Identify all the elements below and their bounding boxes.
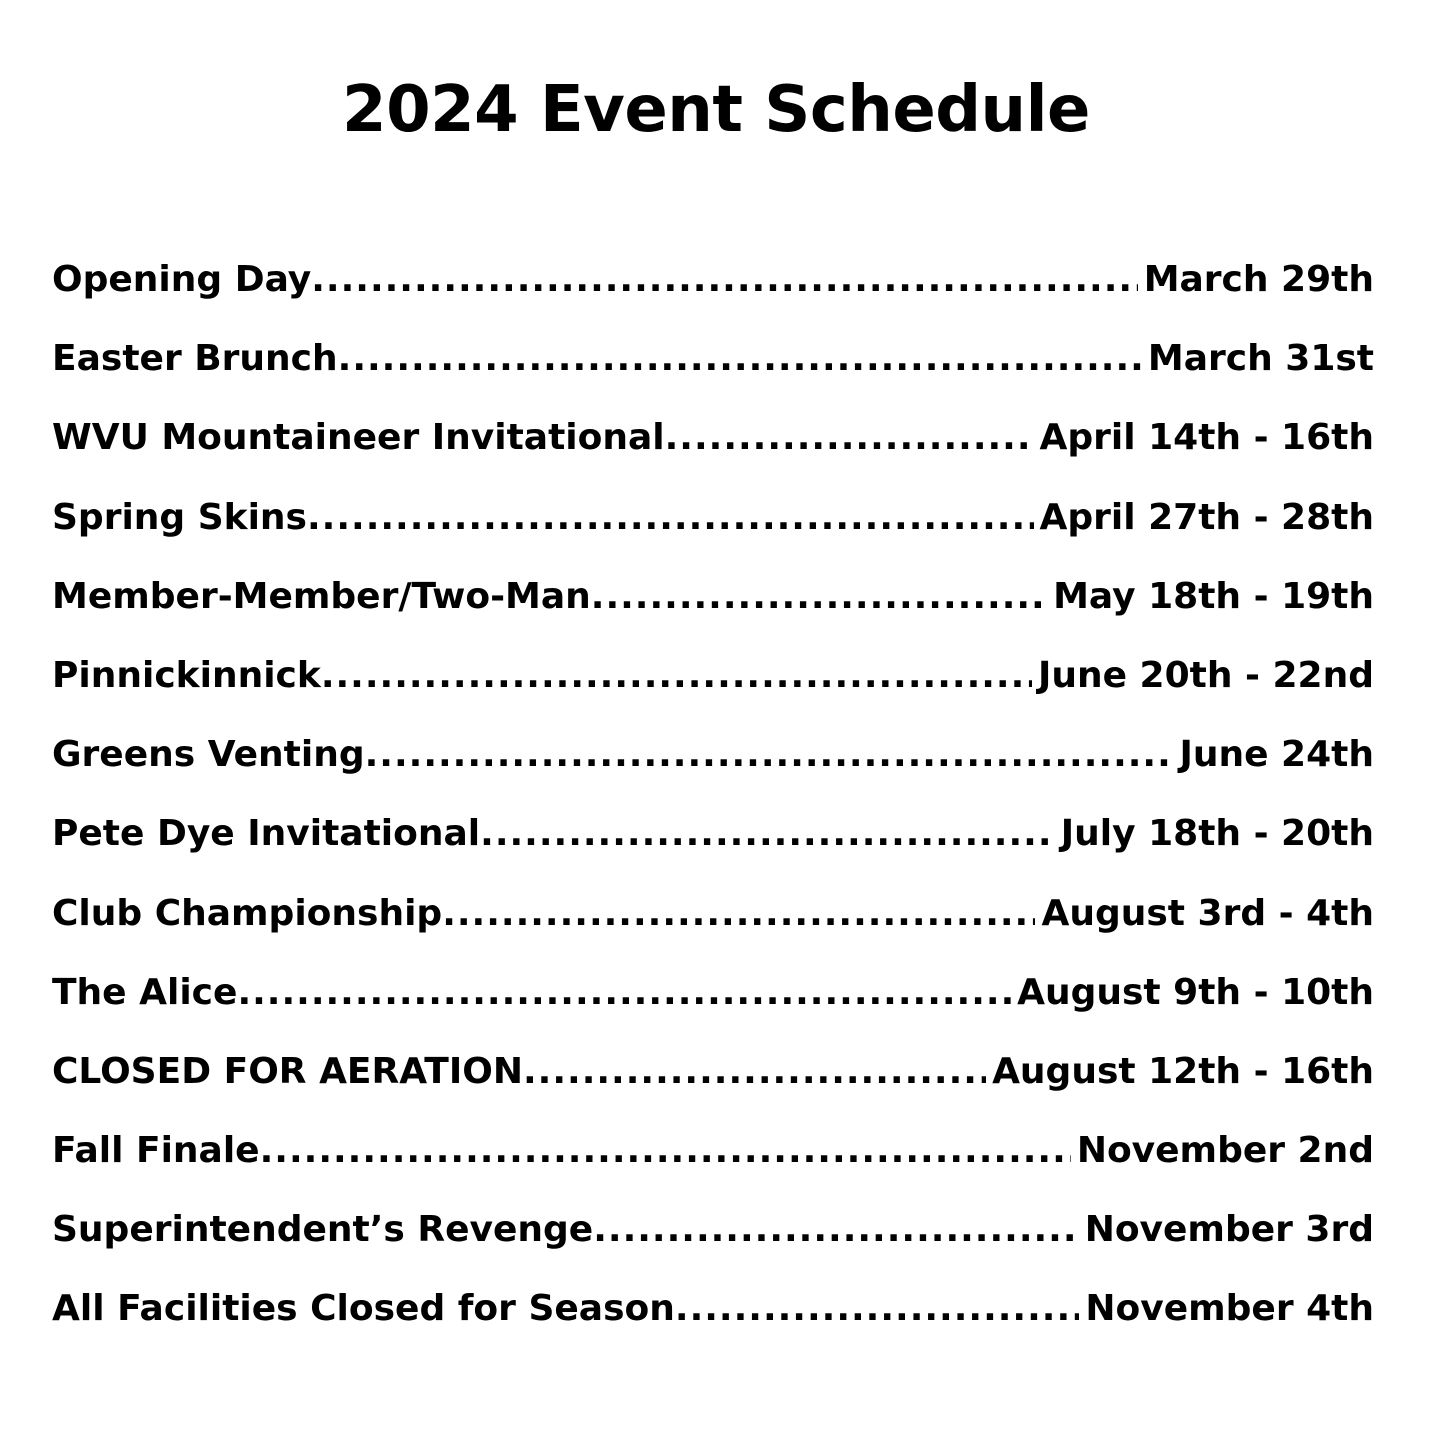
event-name: Opening Day	[52, 259, 312, 300]
event-name: Pete Dye Invitational	[52, 813, 481, 855]
dot-leader	[321, 648, 1032, 704]
event-date: August 9th - 10th	[1017, 971, 1374, 1013]
event-date: May 18th - 19th	[1053, 575, 1374, 617]
event-row	[52, 410, 1374, 489]
dot-leader	[338, 331, 1142, 387]
event-name: All Facilities Closed for Season	[52, 1288, 675, 1330]
event-name: Pinnickinnick	[52, 654, 321, 696]
event-name: Superintendent’s Revenge	[52, 1209, 594, 1251]
dot-leader	[480, 806, 1055, 862]
event-list	[52, 252, 1374, 1361]
event-date: November 4th	[1085, 1288, 1374, 1330]
dot-leader	[307, 490, 1034, 546]
event-name: WVU Mountaineer Invitational	[52, 417, 665, 459]
event-date: April 27th - 28th	[1039, 496, 1374, 538]
dot-leader	[365, 727, 1174, 783]
event-row	[52, 965, 1374, 1044]
page-title: 2024 Event Schedule	[342, 73, 1090, 147]
event-name: Club Championship	[52, 892, 443, 934]
event-date: August 3rd - 4th	[1041, 892, 1374, 934]
event-date: November 2nd	[1076, 1130, 1374, 1172]
event-name: Fall Finale	[52, 1130, 260, 1172]
event-date: March 29th	[1143, 259, 1374, 300]
event-name: Greens Venting	[52, 734, 365, 776]
dot-leader	[260, 1123, 1071, 1179]
event-row	[52, 886, 1374, 965]
event-date: April 14th - 16th	[1039, 417, 1374, 459]
dot-leader	[591, 569, 1047, 625]
event-row	[52, 1044, 1374, 1123]
event-row	[52, 569, 1374, 648]
dot-leader	[523, 1044, 986, 1100]
event-date: March 31st	[1147, 338, 1374, 380]
event-row	[52, 252, 1374, 331]
event-row	[52, 1281, 1374, 1360]
event-date: August 12th - 16th	[992, 1050, 1374, 1092]
event-name: Easter Brunch	[52, 338, 338, 380]
event-date: June 20th - 22nd	[1037, 654, 1374, 696]
event-row	[52, 806, 1374, 885]
dot-leader	[593, 1202, 1078, 1258]
event-date: June 24th	[1179, 734, 1374, 776]
event-name: CLOSED FOR AERATION	[52, 1050, 523, 1092]
event-row	[52, 648, 1374, 727]
event-date: November 3rd	[1084, 1209, 1374, 1251]
event-row	[52, 1202, 1374, 1281]
event-name: Member-Member/Two-Man	[52, 575, 591, 617]
event-name: The Alice	[52, 971, 238, 1013]
event-row	[52, 331, 1374, 410]
dot-leader	[442, 886, 1035, 942]
event-name: Spring Skins	[52, 496, 307, 538]
event-date: July 18th - 20th	[1060, 813, 1374, 855]
event-row	[52, 727, 1374, 806]
dot-leader	[311, 252, 1137, 308]
dot-leader	[675, 1281, 1079, 1337]
dot-leader	[237, 965, 1011, 1021]
event-row	[52, 1123, 1374, 1202]
dot-leader	[665, 410, 1034, 466]
event-row	[52, 490, 1374, 569]
